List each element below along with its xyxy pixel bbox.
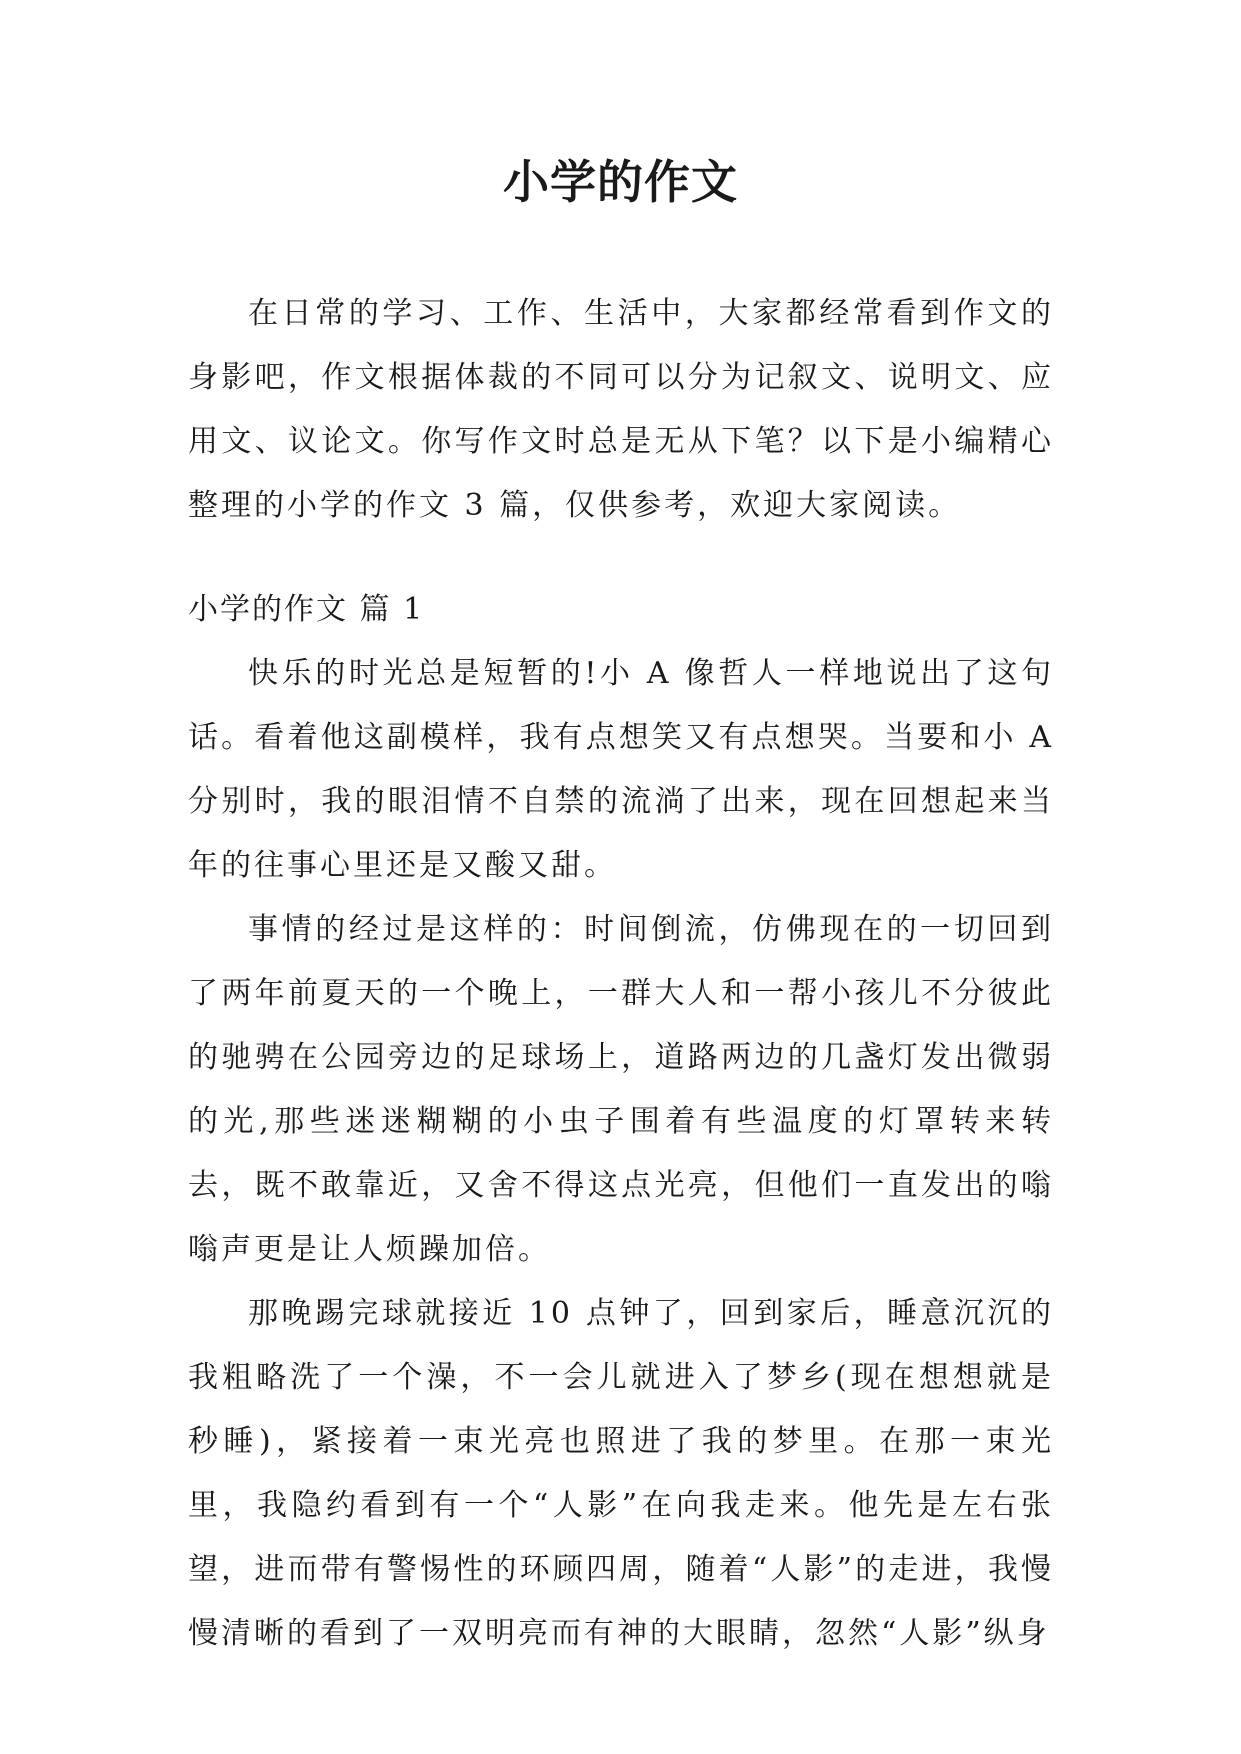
section-heading: 小学的作文 篇 1 <box>188 592 425 627</box>
document-body <box>188 282 1054 1666</box>
body-paragraph-3: 那晚踢完球就接近 10 点钟了，回到家后，睡意沉沉的我粗略洗了一个澡，不一会儿就进入了梦乡(现在想想就是秒睡)，紧接着一束光亮也照进了我的梦里。在那一束光里，我隐约看到有一个“人影”在向我走来。他先是左右张望，进而带有警惕性的环顾四周，随着“人影”的走进，我慢慢清晰的看到了一双明亮而有神的大眼睛，忽然“人影”纵身 <box>188 1296 1054 1651</box>
document-title: 小学的作文 <box>503 155 738 209</box>
intro-paragraph: 在日常的学习、工作、生活中，大家都经常看到作文的身影吧，作文根据体裁的不同可以分为记叙文、说明文、应用文、议论文。你写作文时总是无从下笔？以下是小编精心整理的小学的作文 3 篇，仅供参考，欢迎大家阅读。 <box>188 296 1054 523</box>
body-paragraph-1: 快乐的时光总是短暂的!小 A 像哲人一样地说出了这句话。看着他这副模样，我有点想笑又有点想哭。当要和小 A 分别时，我的眼泪情不自禁的流淌了出来，现在回想起来当年的往事心里还是又酸又甜。 <box>188 656 1054 883</box>
body-paragraph-2: 事情的经过是这样的：时间倒流，仿佛现在的一切回到了两年前夏天的一个晚上，一群大人和一帮小孩儿不分彼此的驰骋在公园旁边的足球场上，道路两边的几盏灯发出微弱的光,那些迷迷糊糊的小虫子围着有些温度的灯罩转来转去，既不敢靠近，又舍不得这点光亮，但他们一直发出的嗡嗡声更是让人烦躁加倍。 <box>188 912 1054 1267</box>
